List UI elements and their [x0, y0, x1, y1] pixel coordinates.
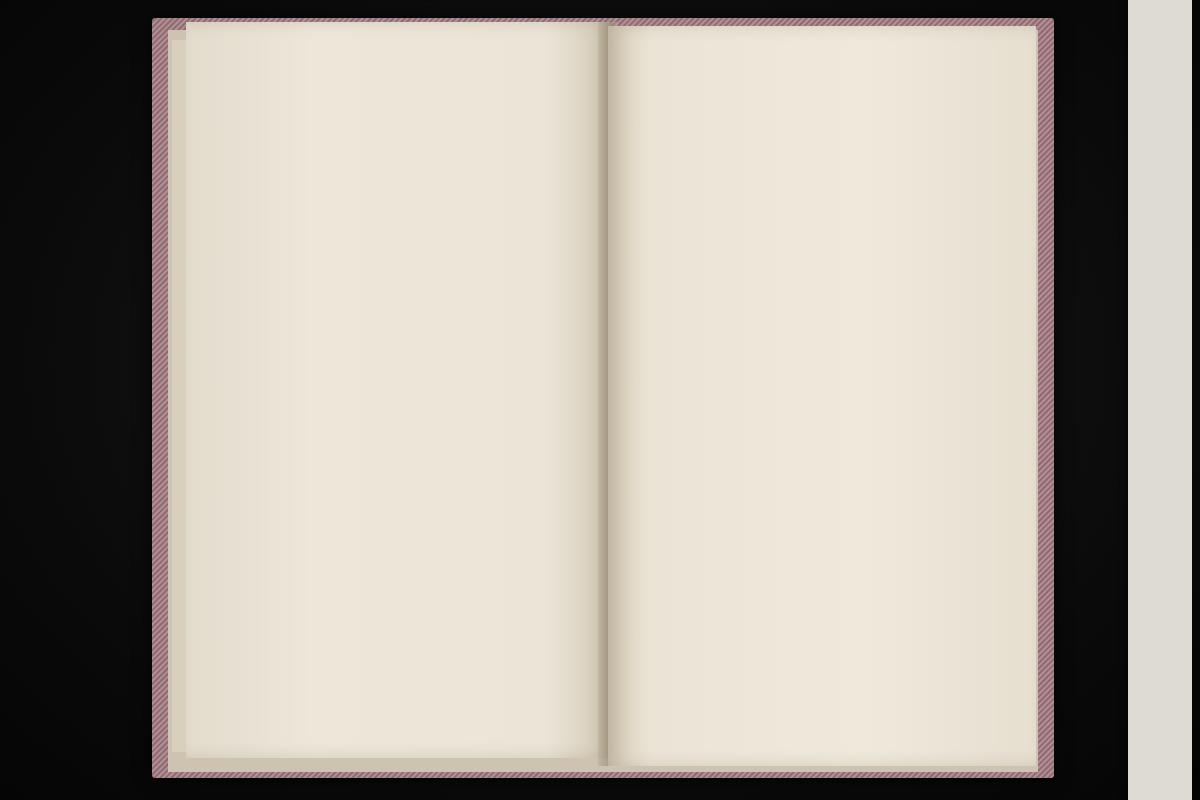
- measurement-ruler: [1128, 0, 1192, 800]
- ruler-ticks: [1128, 0, 1192, 800]
- right-page: [608, 26, 1036, 766]
- left-page: [186, 22, 610, 758]
